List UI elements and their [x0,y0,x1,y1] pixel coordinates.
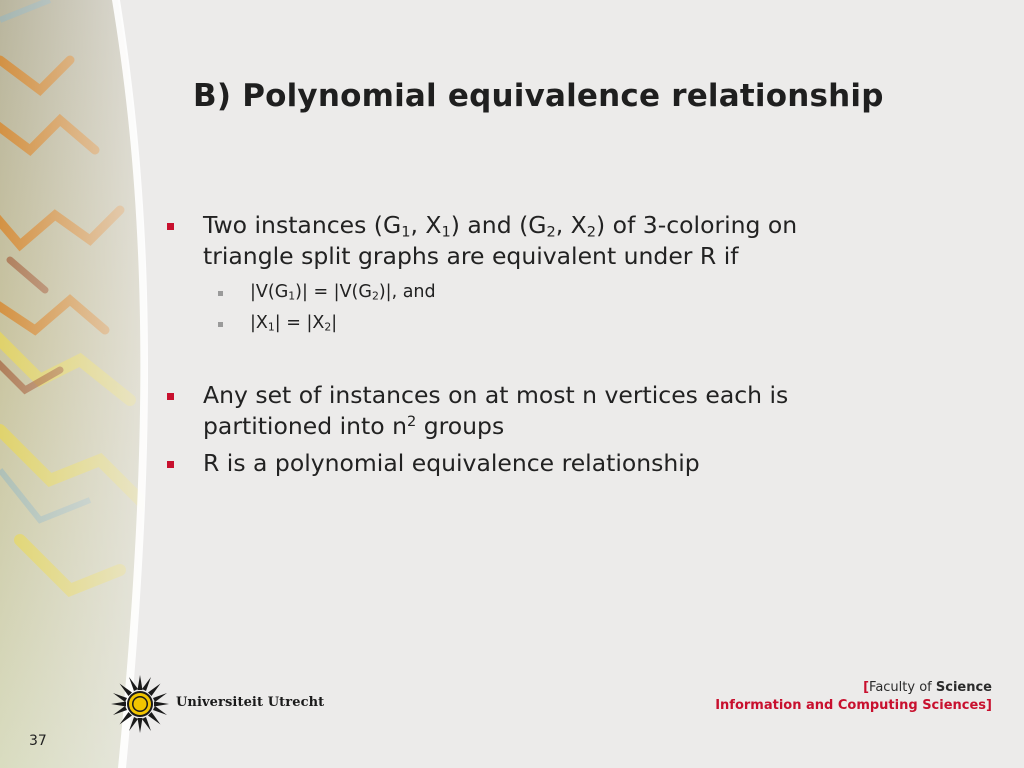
slide-number: 37 [29,733,47,749]
bullet-text: ) and (G [450,211,547,239]
department-line [715,697,992,715]
sub-bullet-item [250,312,850,334]
subscript: 2 [324,320,332,334]
bracket-close: ] [986,698,992,713]
bullet-item [203,448,903,479]
subscript: 2 [586,223,597,241]
bullet-text: R is a polynomial equivalence relationship [203,449,700,477]
bullet-text: , X [410,211,442,239]
sun-logo-icon [110,674,170,734]
sub-bullet-text: |X [250,313,268,333]
sub-bullet-text: | [331,313,338,333]
subscript: 2 [546,223,556,241]
department-name: Information and Computing Sciences [715,698,987,713]
bullet-text: Two instances (G [203,211,402,239]
bullet-text: ) of 3-coloring on [596,211,798,239]
bullet-item [203,210,903,272]
subscript: 1 [267,320,275,334]
sub-bullet-text: )|, and [378,282,436,302]
sub-bullet-text: )| = |V(G [295,282,372,302]
bracket-open: [ [863,680,870,695]
bullet-text: groups [416,412,505,440]
bullet-marker [167,393,174,400]
university-name: Universiteit Utrecht [176,695,325,710]
sub-bullet-text: | = |X [274,313,325,333]
superscript: 2 [406,413,417,430]
sub-bullet-marker [218,322,223,327]
faculty-label [715,679,992,715]
subscript: 2 [371,289,379,303]
sub-bullet-marker [218,291,223,296]
subscript: 1 [441,223,451,241]
subscript: 1 [401,223,411,241]
bullet-text: partitioned into n [203,412,407,440]
slide-title: B) Polynomial equivalence relationship [193,78,884,114]
bullet-marker [167,223,174,230]
bullet-text: triangle split graphs are equivalent under R if [203,242,739,270]
faculty-line [715,679,992,697]
faculty-name: Science [935,680,992,695]
subscript: 1 [288,289,296,303]
bullet-item [203,380,903,442]
bullet-marker [167,461,174,468]
sub-bullet-text: |V(G [250,282,289,302]
bullet-text: Any set of instances on at most n vertices each is [203,381,789,409]
sub-bullet-item [250,281,850,303]
faculty-prefix: Faculty of [869,680,936,695]
bullet-text: , X [555,211,587,239]
